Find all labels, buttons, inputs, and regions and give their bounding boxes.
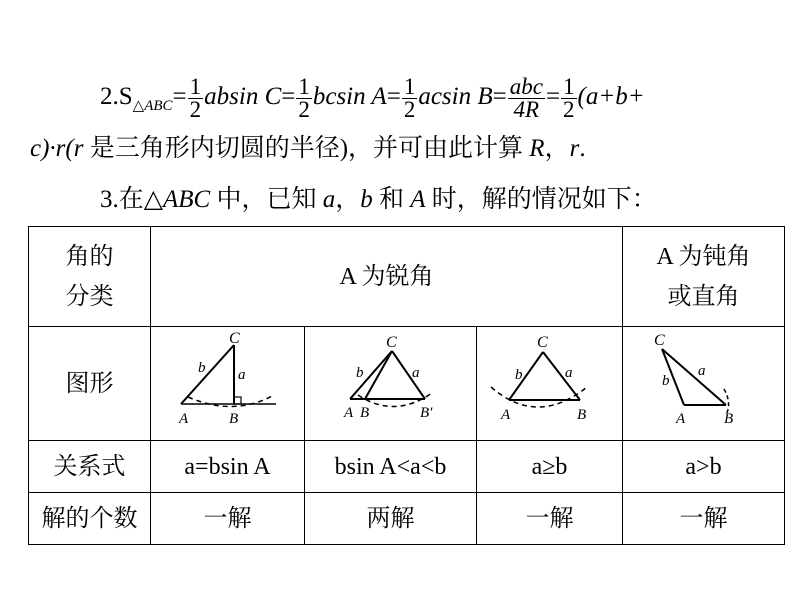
svg-text:B: B	[577, 407, 587, 423]
svg-text:C: C	[385, 334, 397, 351]
text-desc: 是三角形内切圆的半径)，并可由此计算	[83, 135, 530, 162]
svg-text:B′: B′	[419, 405, 432, 421]
figure-obtuse	[623, 327, 785, 441]
text-R: R	[529, 135, 545, 162]
term-bcsinA: bcsin A	[312, 83, 387, 111]
fraction-half-1: $\frac{1}{2}$	[189, 74, 202, 122]
relation-1: a=bsin A	[151, 441, 305, 493]
count-label: 解的个数	[29, 493, 151, 545]
svg-text:A: A	[675, 411, 685, 427]
figure-right-triangle	[151, 327, 305, 441]
figure-label: 图形	[29, 327, 151, 441]
count-3: 一解	[477, 493, 623, 545]
figure-row	[29, 327, 785, 441]
svg-text:C: C	[653, 332, 665, 349]
equals-sign: =	[172, 83, 187, 111]
fraction-half-4: $\frac{1}{2}$	[563, 74, 575, 122]
fraction-half-2: $\frac{1}{2}$	[298, 74, 310, 122]
svg-text:b: b	[197, 360, 205, 376]
header-angle-category: 角的 分类	[29, 227, 151, 327]
section-3-heading: 3.在△ABC 中，已知 a，b 和 A 时，解的情况如下：	[100, 186, 657, 213]
svg-text:a: a	[697, 363, 705, 379]
table-header-row	[29, 227, 785, 327]
svg-text:A: A	[178, 411, 188, 427]
svg-text:a: a	[565, 365, 573, 381]
count-row	[29, 493, 785, 545]
count-2: 两解	[305, 493, 477, 545]
figure-a-ge-b	[477, 327, 623, 441]
svg-text:B: B	[723, 411, 733, 427]
svg-text:b: b	[661, 373, 669, 389]
svg-text:a: a	[411, 365, 419, 381]
svg-text:A: A	[343, 405, 353, 421]
relation-3: a≥b	[477, 441, 623, 493]
header-obtuse: A 为钝角 或直角	[623, 227, 785, 327]
svg-text:a: a	[237, 367, 245, 383]
count-1: 一解	[151, 493, 305, 545]
svg-text:A: A	[501, 407, 511, 423]
count-4: 一解	[623, 493, 785, 545]
svg-text:B: B	[359, 405, 369, 421]
relation-2: bsin A<a<b	[305, 441, 477, 493]
svg-text:C: C	[228, 330, 240, 347]
svg-text:b: b	[355, 365, 363, 381]
figure-two-solutions	[305, 327, 477, 441]
solution-cases-table	[28, 226, 785, 545]
text-r: r	[569, 135, 580, 162]
relation-4: a>b	[623, 441, 785, 493]
svg-text:B: B	[228, 411, 238, 427]
svg-text:C: C	[537, 334, 548, 351]
text-cr: c)·r(r	[30, 135, 84, 162]
relation-row	[29, 441, 785, 493]
incircle-line: c)·r(r 是三角形内切圆的半径)，并可由此计算 R，r.	[30, 135, 586, 162]
term-absinC: absin C	[204, 83, 282, 111]
area-formula-line: $2.S_{\triangle ABC}=$ $\frac{1}{2}$ absin C= $\frac{1}{2}$ bcsin A= $\frac{1}{2}$ acsin B= $\frac{\text{abc}}{4R}$ = $\frac{1}{2}$ (a+b+	[100, 74, 645, 122]
svg-text:b: b	[515, 367, 523, 383]
formula-subscript: △ABC	[132, 98, 173, 115]
formula-prefix: 2.S	[100, 83, 133, 111]
term-perimeter: (a+b+	[577, 83, 645, 111]
fraction-abc-4R: $\frac{\text{abc}}{4R}$	[509, 74, 543, 122]
relation-label: 关系式	[29, 441, 151, 493]
term-acsinB: acsin B	[418, 83, 493, 111]
header-acute: A 为锐角	[151, 227, 623, 327]
fraction-half-3: $\frac{1}{2}$	[403, 74, 416, 122]
